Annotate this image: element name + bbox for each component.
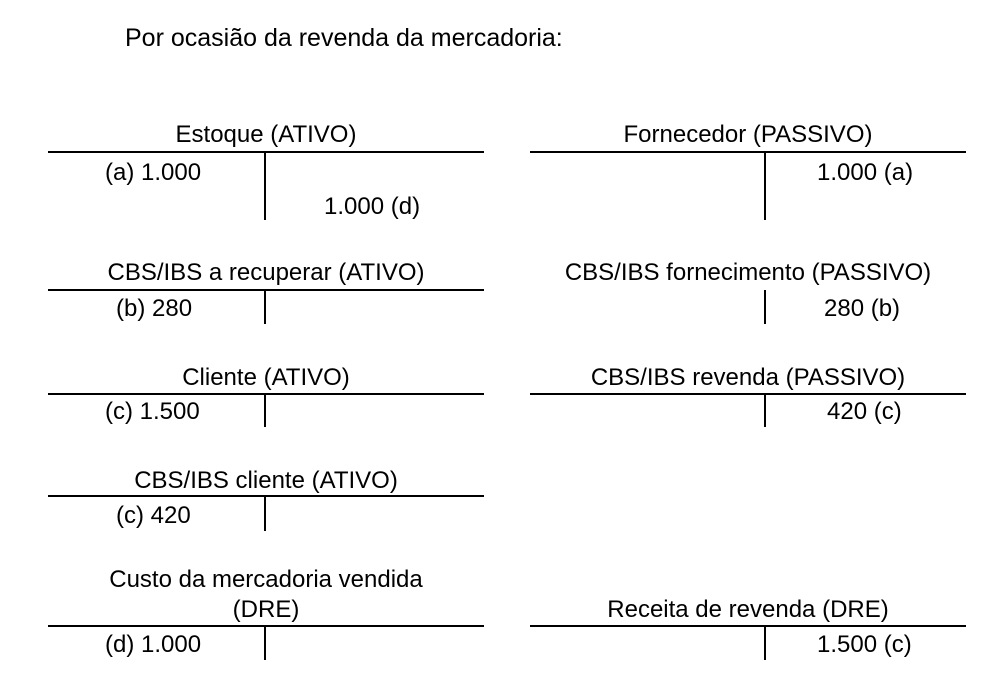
t-account-vertical-line: [764, 290, 766, 324]
credit-entry: 1.500 (c): [817, 631, 912, 658]
credit-entry: 1.000 (d): [324, 193, 421, 220]
t-account-vertical-line: [764, 626, 766, 660]
account-title-line-2: (DRE): [232, 596, 300, 623]
t-account-horizontal-line: [530, 625, 966, 627]
debit-entry: (d) 1.000: [105, 631, 202, 658]
t-account-horizontal-line: [530, 151, 966, 153]
debit-entry: (b) 280: [116, 295, 193, 322]
t-account-vertical-line: [264, 152, 266, 220]
t-account-horizontal-line: [48, 625, 484, 627]
t-account-vertical-line: [264, 496, 266, 531]
t-account-vertical-line: [764, 394, 766, 427]
t-account-vertical-line: [264, 626, 266, 660]
debit-entry: (c) 420: [116, 502, 191, 529]
t-account-horizontal-line: [48, 393, 484, 395]
account-title: Receita de revenda (DRE): [607, 596, 889, 623]
debit-entry: (c) 1.500: [105, 398, 200, 425]
t-account-vertical-line: [264, 290, 266, 324]
t-account-vertical-line: [264, 394, 266, 427]
page-heading: Por ocasião da revenda da mercadoria:: [125, 24, 563, 52]
credit-entry: 420 (c): [827, 398, 902, 425]
account-title: CBS/IBS fornecimento (PASSIVO): [564, 259, 932, 286]
t-account-horizontal-line: [530, 393, 966, 395]
t-account-horizontal-line: [48, 289, 484, 291]
account-title-line-1: Custo da mercadoria vendida: [109, 566, 423, 593]
account-title: CBS/IBS cliente (ATIVO): [134, 467, 398, 494]
account-title: Fornecedor (PASSIVO): [623, 121, 873, 148]
credit-entry: 1.000 (a): [817, 159, 914, 186]
debit-entry: (a) 1.000: [105, 159, 202, 186]
account-title: Estoque (ATIVO): [175, 121, 357, 148]
t-account-vertical-line: [764, 152, 766, 220]
account-title: CBS/IBS revenda (PASSIVO): [590, 364, 906, 391]
account-title: CBS/IBS a recuperar (ATIVO): [107, 259, 425, 286]
credit-entry: 280 (b): [824, 295, 901, 322]
t-account-horizontal-line: [48, 151, 484, 153]
t-account-horizontal-line: [48, 495, 484, 497]
account-title: Cliente (ATIVO): [182, 364, 350, 391]
